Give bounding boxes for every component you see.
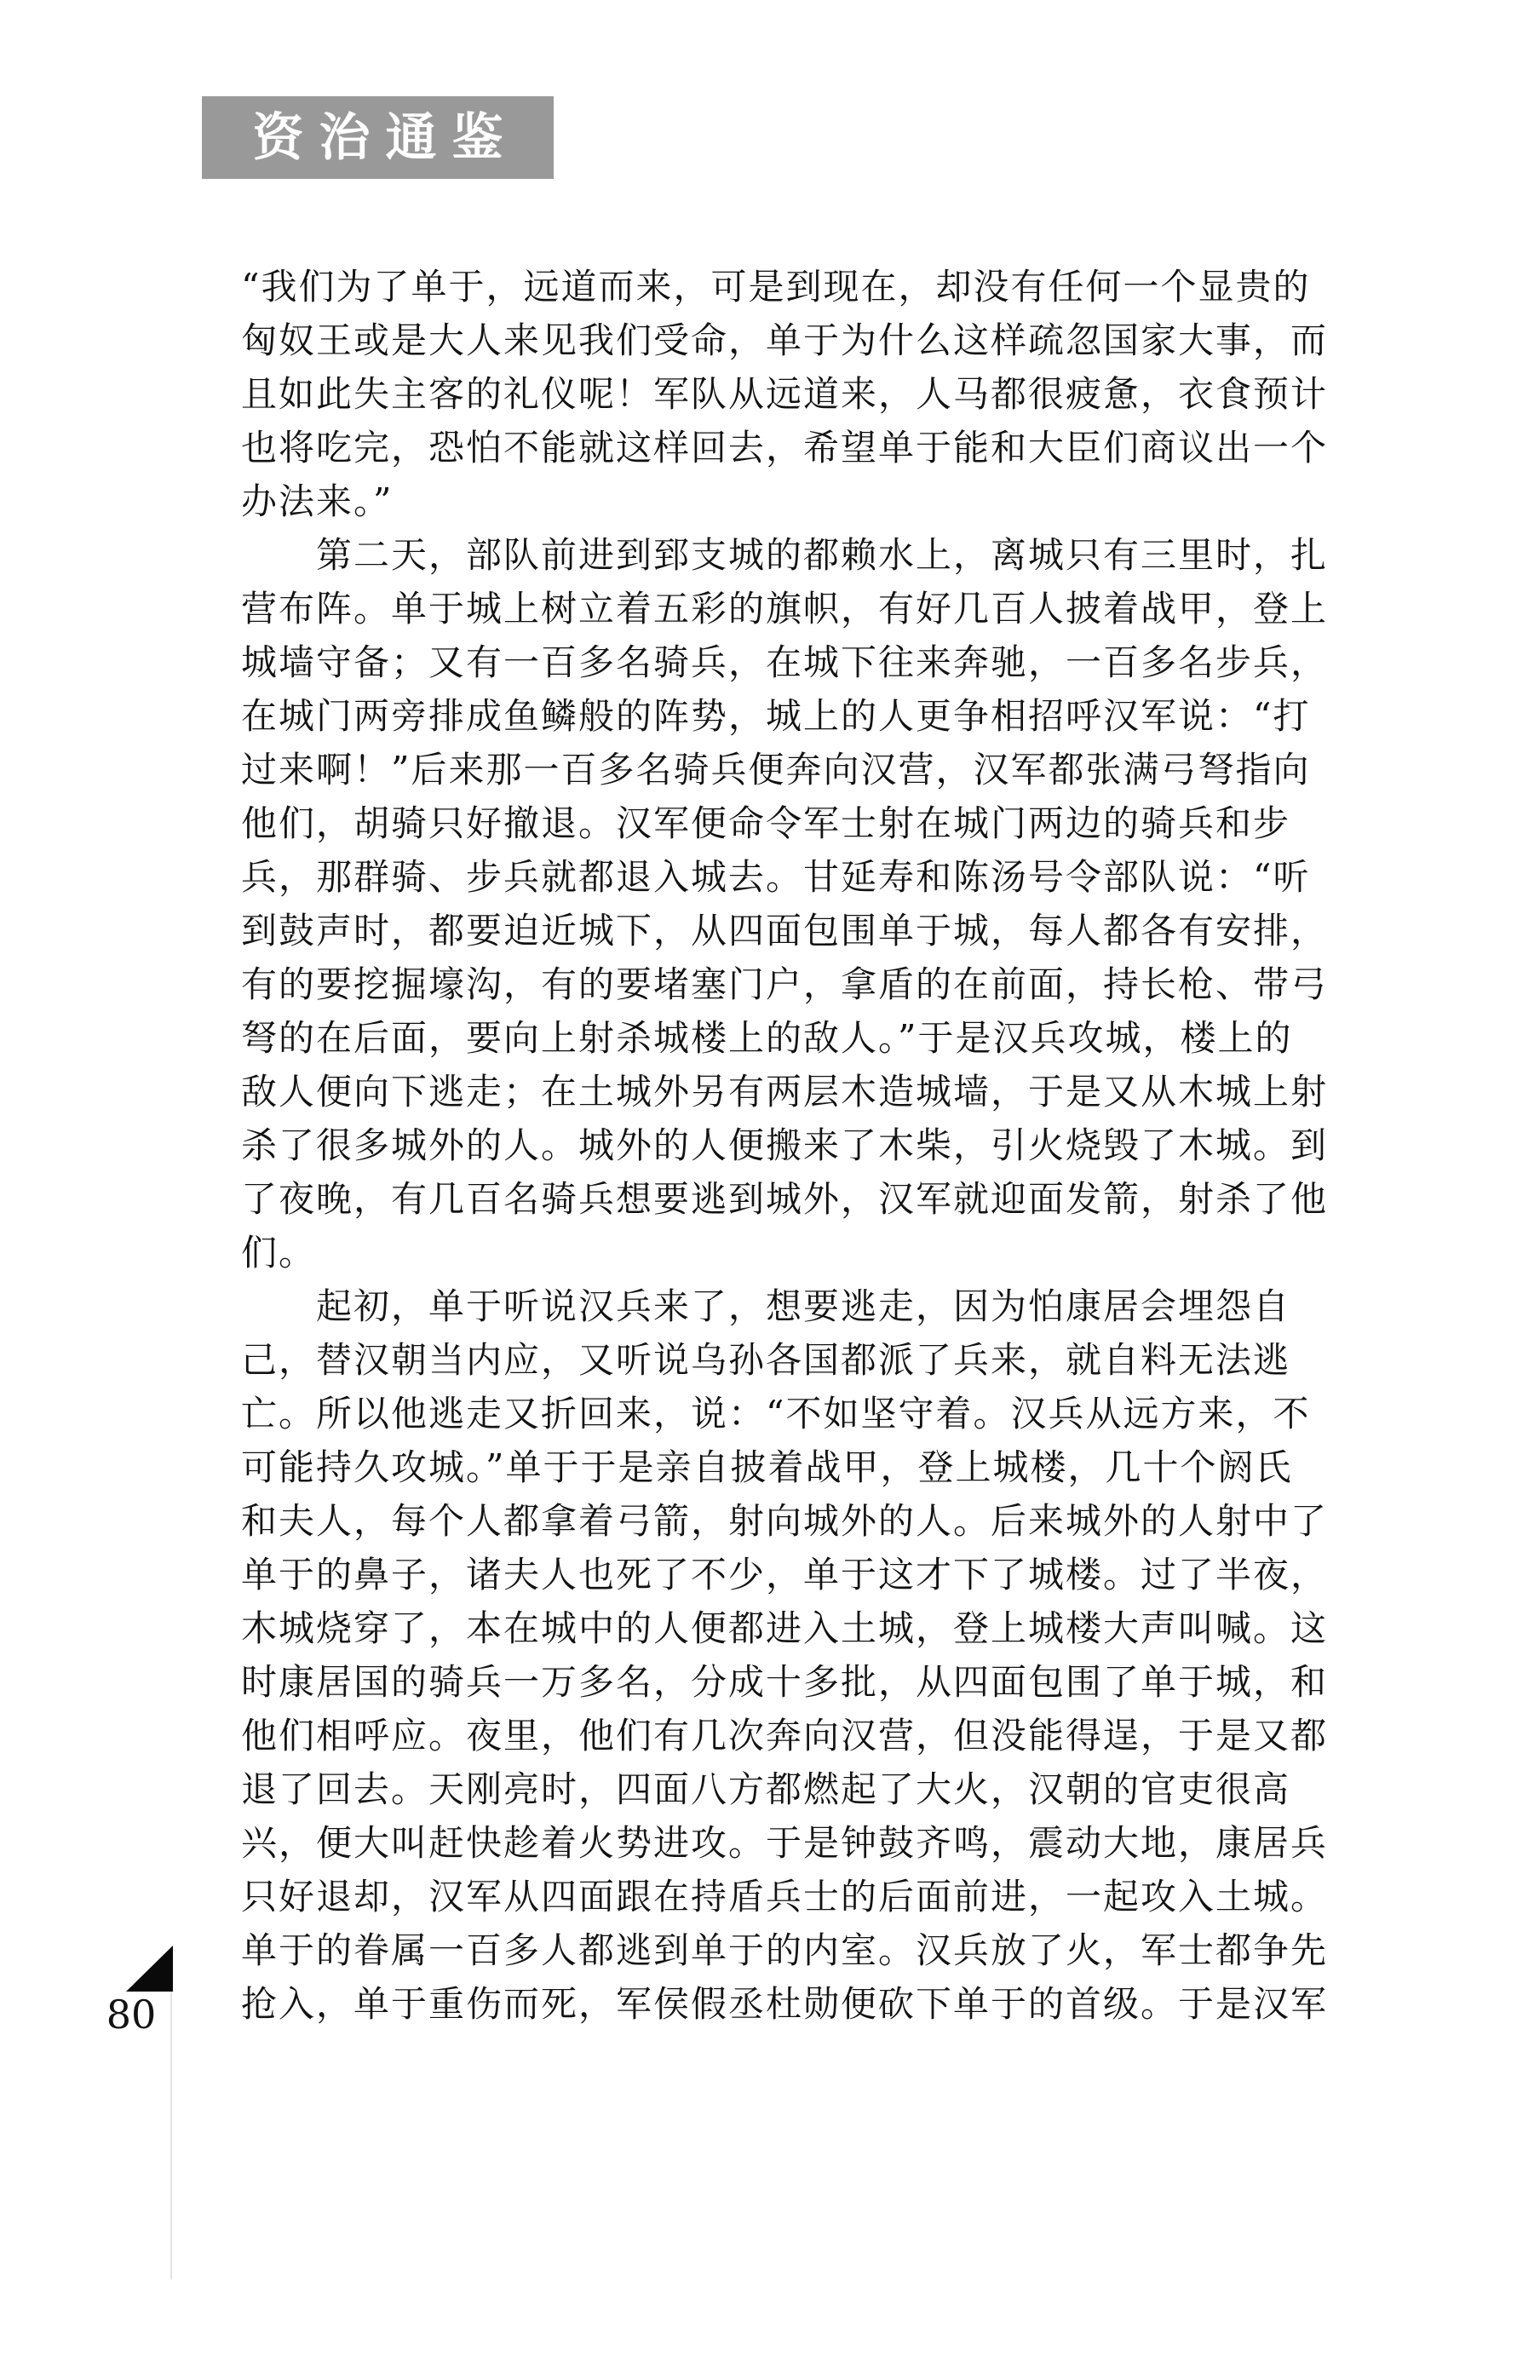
text-line: 单于的眷属一百多人都逃到单于的内室。汉兵放了火，军士都争先: [241, 1929, 1329, 1971]
text-line: 敌人便向下逃走；在土城外另有两层木造城墙，于是又从木城上射: [241, 1071, 1329, 1112]
body-text: [241, 260, 1329, 2031]
page-number: 80: [106, 1992, 157, 2038]
text-line: 们。: [241, 1232, 317, 1273]
text-line: 办法来。”: [241, 480, 394, 522]
text-line: 可能持久攻城。”单于于是亲自披着战甲，登上城楼，几十个阏氏: [241, 1446, 1293, 1488]
text-line: 城墙守备；又有一百多名骑兵，在城下往来奔驰，一百多名步兵，: [241, 641, 1329, 683]
text-line: 兵，那群骑、步兵就都退入城去。甘延寿和陈汤号令部队说：“听: [241, 856, 1311, 898]
paragraph: [241, 260, 1329, 528]
text-line: 他们，胡骑只好撤退。汉军便命令军士射在城门两边的骑兵和步: [241, 802, 1291, 844]
text-line: 只好退却，汉军从四面跟在持盾兵士的后面前进，一起攻入土城。: [241, 1876, 1329, 1917]
paragraph: [241, 528, 1329, 1279]
text-line: 在城门两旁排成鱼鳞般的阵势，城上的人更争相招呼汉军说：“打: [241, 695, 1311, 737]
text-line: 退了回去。天刚亮时，四面八方都燃起了大火，汉朝的官吏很高: [241, 1768, 1291, 1810]
chapter-header-banner: [202, 96, 554, 179]
text-line: 营布阵。单于城上树立着五彩的旗帜，有好几百人披着战甲，登上: [241, 588, 1329, 629]
text-line: 和夫人，每个人都拿着弓箭，射向城外的人。后来城外的人射中了: [241, 1500, 1329, 1542]
text-line: 单于的鼻子，诸夫人也死了不少，单于这才下了城楼。过了半夜，: [241, 1554, 1329, 1595]
text-line: 到鼓声时，都要迫近城下，从四面包围单于城，每人都各有安排，: [241, 910, 1329, 951]
text-line: 且如此失主客的礼仪呢！军队从远道来，人马都很疲惫，衣食预计: [241, 373, 1329, 415]
text-line: 杀了很多城外的人。城外的人便搬来了木柴，引火烧毁了木城。到: [241, 1124, 1329, 1166]
text-line: 弩的在后面，要向上射杀城楼上的敌人。”于是汉兵攻城，楼上的: [241, 1017, 1293, 1059]
text-line: “我们为了单于，远道而来，可是到现在，却没有任何一个显贵的: [241, 266, 1311, 308]
text-line: 兴，便大叫赶快趁着火势进攻。于是钟鼓齐鸣，震动大地，康居兵: [241, 1822, 1329, 1864]
text-line: 也将吃完，恐怕不能就这样回去，希望单于能和大臣们商议出一个: [241, 427, 1329, 469]
text-line: 他们相呼应。夜里，他们有几次奔向汉营，但没能得逞，于是又都: [241, 1715, 1329, 1756]
page-corner-triangle-icon: [126, 1946, 173, 1992]
text-line: 有的要挖掘壕沟，有的要堵塞门户，拿盾的在前面，持长枪、带弓: [241, 963, 1329, 1005]
text-line: 亡。所以他逃走又折回来，说：“不如坚守着。汉兵从远方来，不: [241, 1393, 1311, 1434]
text-line: 己，替汉朝当内应，又听说乌孙各国都派了兵来，就自料无法逃: [241, 1339, 1291, 1381]
text-line: 抢入，单于重伤而死，军侯假丞杜勋便砍下单于的首级。于是汉军: [241, 1983, 1329, 2025]
text-line: 起初，单于听说汉兵来了，想要逃走，因为怕康居会埋怨自: [316, 1285, 1291, 1327]
text-line: 木城烧穿了，本在城中的人便都进入土城，登上城楼大声叫喊。这: [241, 1607, 1329, 1649]
text-line: 第二天，部队前进到郅支城的都赖水上，离城只有三里时，扎: [316, 534, 1329, 576]
text-line: 了夜晚，有几百名骑兵想要逃到城外，汉军就迎面发箭，射杀了他: [241, 1178, 1329, 1220]
paragraph: [241, 1279, 1329, 2031]
footer-vertical-rule: [170, 1992, 172, 2279]
text-line: 匈奴王或是大人来见我们受命，单于为什么这样疏忽国家大事，而: [241, 319, 1329, 361]
text-line: 时康居国的骑兵一万多名，分成十多批，从四面包围了单于城，和: [241, 1661, 1329, 1703]
text-line: 过来啊！”后来那一百多名骑兵便奔向汉营，汉军都张满弓弩指向: [241, 749, 1311, 790]
book-title: 资治通鉴: [252, 107, 519, 168]
